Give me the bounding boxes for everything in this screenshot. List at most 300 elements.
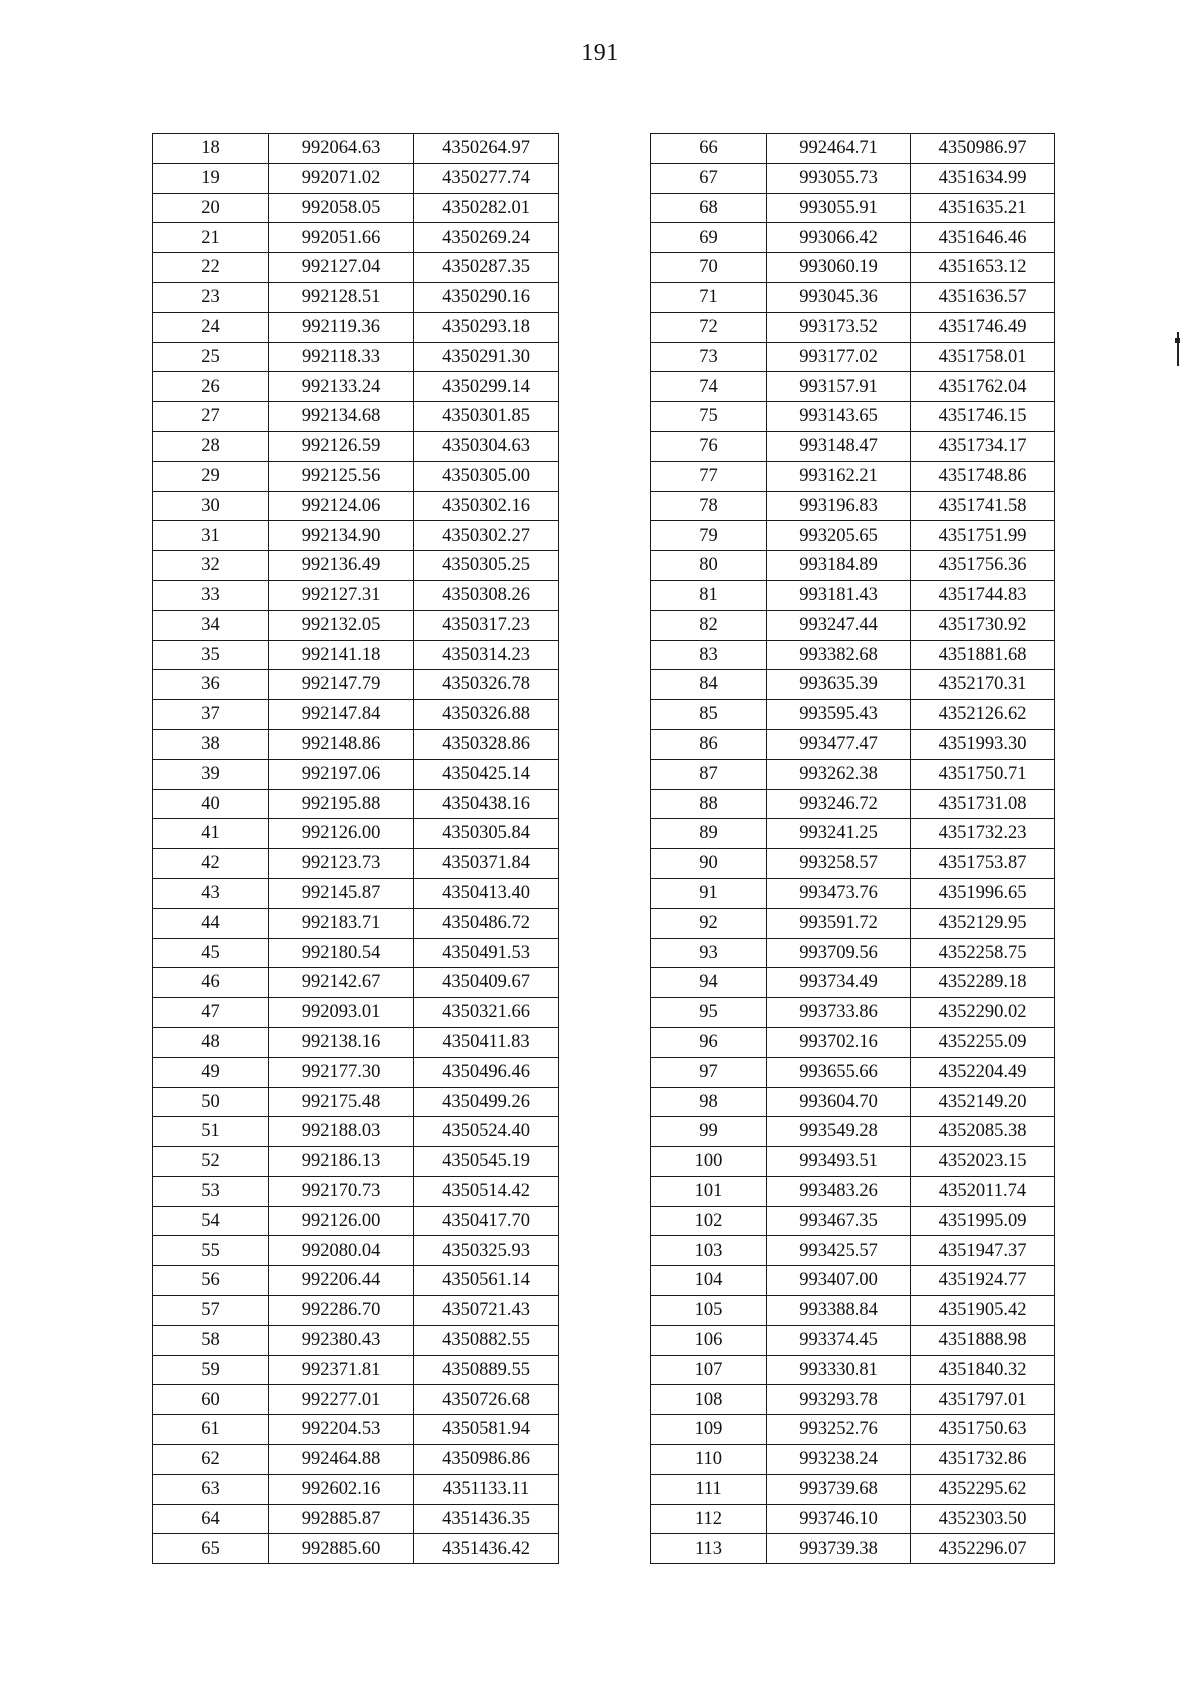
x-coordinate-cell: 992134.90 (269, 521, 414, 551)
table-row (153, 729, 559, 759)
point-number-cell: 90 (651, 849, 767, 879)
y-coordinate-cell: 4351653.12 (911, 253, 1055, 283)
x-coordinate-cell: 992180.54 (269, 938, 414, 968)
y-coordinate-cell: 4351924.77 (911, 1266, 1055, 1296)
table-row (651, 193, 1055, 223)
table-row (651, 253, 1055, 283)
y-coordinate-cell: 4350305.25 (414, 551, 559, 581)
table-row (651, 729, 1055, 759)
y-coordinate-cell: 4352303.50 (911, 1504, 1055, 1534)
table-row (153, 342, 559, 372)
point-number-cell: 54 (153, 1206, 269, 1236)
table-row (651, 163, 1055, 193)
table-row (153, 1087, 559, 1117)
y-coordinate-cell: 4350413.40 (414, 878, 559, 908)
y-coordinate-cell: 4350882.55 (414, 1325, 559, 1355)
point-number-cell: 37 (153, 700, 269, 730)
point-number-cell: 31 (153, 521, 269, 551)
x-coordinate-cell: 992147.84 (269, 700, 414, 730)
table-row (153, 1296, 559, 1326)
x-coordinate-cell: 992464.71 (767, 134, 911, 164)
point-number-cell: 45 (153, 938, 269, 968)
x-coordinate-cell: 993473.76 (767, 878, 911, 908)
y-coordinate-cell: 4351840.32 (911, 1355, 1055, 1385)
point-number-cell: 23 (153, 282, 269, 312)
x-coordinate-cell: 993733.86 (767, 998, 911, 1028)
x-coordinate-cell: 993184.89 (767, 551, 911, 581)
point-number-cell: 33 (153, 580, 269, 610)
point-number-cell: 20 (153, 193, 269, 223)
y-coordinate-cell: 4351753.87 (911, 849, 1055, 879)
table-row (153, 1474, 559, 1504)
point-number-cell: 61 (153, 1415, 269, 1445)
y-coordinate-cell: 4350326.78 (414, 670, 559, 700)
table-row (651, 223, 1055, 253)
point-number-cell: 96 (651, 1027, 767, 1057)
y-coordinate-cell: 4350321.66 (414, 998, 559, 1028)
x-coordinate-cell: 992124.06 (269, 491, 414, 521)
y-coordinate-cell: 4351748.86 (911, 461, 1055, 491)
scan-artifact-mark (1177, 332, 1179, 366)
table-row (651, 1236, 1055, 1266)
table-row (153, 282, 559, 312)
y-coordinate-cell: 4350304.63 (414, 431, 559, 461)
x-coordinate-cell: 992133.24 (269, 372, 414, 402)
point-number-cell: 79 (651, 521, 767, 551)
table-row (651, 1147, 1055, 1177)
y-coordinate-cell: 4350496.46 (414, 1057, 559, 1087)
point-number-cell: 51 (153, 1117, 269, 1147)
point-number-cell: 46 (153, 968, 269, 998)
y-coordinate-cell: 4352023.15 (911, 1147, 1055, 1177)
point-number-cell: 58 (153, 1325, 269, 1355)
table-row (153, 849, 559, 879)
coordinates-table-left (152, 133, 559, 1564)
point-number-cell: 85 (651, 700, 767, 730)
table-row (153, 1236, 559, 1266)
x-coordinate-cell: 993595.43 (767, 700, 911, 730)
y-coordinate-cell: 4350317.23 (414, 610, 559, 640)
y-coordinate-cell: 4351758.01 (911, 342, 1055, 372)
y-coordinate-cell: 4350438.16 (414, 789, 559, 819)
point-number-cell: 87 (651, 759, 767, 789)
x-coordinate-cell: 992371.81 (269, 1355, 414, 1385)
x-coordinate-cell: 993246.72 (767, 789, 911, 819)
table-row (153, 1385, 559, 1415)
y-coordinate-cell: 4350986.97 (911, 134, 1055, 164)
point-number-cell: 88 (651, 789, 767, 819)
point-number-cell: 113 (651, 1534, 767, 1564)
y-coordinate-cell: 4350721.43 (414, 1296, 559, 1326)
y-coordinate-cell: 4351996.65 (911, 878, 1055, 908)
point-number-cell: 36 (153, 670, 269, 700)
point-number-cell: 47 (153, 998, 269, 1028)
x-coordinate-cell: 993739.68 (767, 1474, 911, 1504)
table-row (651, 1027, 1055, 1057)
point-number-cell: 71 (651, 282, 767, 312)
x-coordinate-cell: 993143.65 (767, 402, 911, 432)
point-number-cell: 111 (651, 1474, 767, 1504)
x-coordinate-cell: 992145.87 (269, 878, 414, 908)
y-coordinate-cell: 4351730.92 (911, 610, 1055, 640)
x-coordinate-cell: 992175.48 (269, 1087, 414, 1117)
y-coordinate-cell: 4350305.84 (414, 819, 559, 849)
x-coordinate-cell: 992464.88 (269, 1445, 414, 1475)
x-coordinate-cell: 992183.71 (269, 908, 414, 938)
point-number-cell: 103 (651, 1236, 767, 1266)
coordinates-table-left-body (153, 134, 559, 1564)
y-coordinate-cell: 4352290.02 (911, 998, 1055, 1028)
x-coordinate-cell: 992064.63 (269, 134, 414, 164)
coordinates-table-right-body (651, 134, 1055, 1564)
point-number-cell: 40 (153, 789, 269, 819)
y-coordinate-cell: 4350302.16 (414, 491, 559, 521)
table-row (651, 134, 1055, 164)
table-row (651, 1266, 1055, 1296)
table-row (153, 253, 559, 283)
point-number-cell: 98 (651, 1087, 767, 1117)
point-number-cell: 43 (153, 878, 269, 908)
point-number-cell: 63 (153, 1474, 269, 1504)
y-coordinate-cell: 4351741.58 (911, 491, 1055, 521)
point-number-cell: 34 (153, 610, 269, 640)
x-coordinate-cell: 993709.56 (767, 938, 911, 968)
x-coordinate-cell: 992277.01 (269, 1385, 414, 1415)
table-row (153, 968, 559, 998)
point-number-cell: 39 (153, 759, 269, 789)
x-coordinate-cell: 993293.78 (767, 1385, 911, 1415)
table-row (651, 372, 1055, 402)
y-coordinate-cell: 4351746.15 (911, 402, 1055, 432)
x-coordinate-cell: 992126.00 (269, 1206, 414, 1236)
y-coordinate-cell: 4350277.74 (414, 163, 559, 193)
point-number-cell: 60 (153, 1385, 269, 1415)
x-coordinate-cell: 992170.73 (269, 1176, 414, 1206)
table-row (153, 193, 559, 223)
point-number-cell: 74 (651, 372, 767, 402)
y-coordinate-cell: 4351750.71 (911, 759, 1055, 789)
x-coordinate-cell: 993045.36 (767, 282, 911, 312)
table-row (153, 670, 559, 700)
x-coordinate-cell: 993591.72 (767, 908, 911, 938)
y-coordinate-cell: 4352149.20 (911, 1087, 1055, 1117)
table-row (153, 819, 559, 849)
y-coordinate-cell: 4351756.36 (911, 551, 1055, 581)
y-coordinate-cell: 4351888.98 (911, 1325, 1055, 1355)
point-number-cell: 48 (153, 1027, 269, 1057)
y-coordinate-cell: 4350328.86 (414, 729, 559, 759)
x-coordinate-cell: 992093.01 (269, 998, 414, 1028)
y-coordinate-cell: 4352126.62 (911, 700, 1055, 730)
table-row (651, 938, 1055, 968)
table-row (153, 1415, 559, 1445)
point-number-cell: 24 (153, 312, 269, 342)
table-row (153, 1325, 559, 1355)
table-row (651, 580, 1055, 610)
point-number-cell: 73 (651, 342, 767, 372)
point-number-cell: 25 (153, 342, 269, 372)
y-coordinate-cell: 4352258.75 (911, 938, 1055, 968)
point-number-cell: 95 (651, 998, 767, 1028)
table-row (153, 908, 559, 938)
y-coordinate-cell: 4352085.38 (911, 1117, 1055, 1147)
x-coordinate-cell: 993388.84 (767, 1296, 911, 1326)
table-row (153, 1445, 559, 1475)
x-coordinate-cell: 993066.42 (767, 223, 911, 253)
x-coordinate-cell: 992118.33 (269, 342, 414, 372)
point-number-cell: 41 (153, 819, 269, 849)
x-coordinate-cell: 993238.24 (767, 1445, 911, 1475)
x-coordinate-cell: 992128.51 (269, 282, 414, 312)
point-number-cell: 62 (153, 1445, 269, 1475)
x-coordinate-cell: 992286.70 (269, 1296, 414, 1326)
table-row (153, 1534, 559, 1564)
x-coordinate-cell: 992136.49 (269, 551, 414, 581)
x-coordinate-cell: 993382.68 (767, 640, 911, 670)
x-coordinate-cell: 993467.35 (767, 1206, 911, 1236)
x-coordinate-cell: 993055.73 (767, 163, 911, 193)
table-row (153, 580, 559, 610)
x-coordinate-cell: 993157.91 (767, 372, 911, 402)
table-row (651, 1355, 1055, 1385)
y-coordinate-cell: 4350314.23 (414, 640, 559, 670)
point-number-cell: 72 (651, 312, 767, 342)
table-row (651, 1206, 1055, 1236)
x-coordinate-cell: 993425.57 (767, 1236, 911, 1266)
y-coordinate-cell: 4351993.30 (911, 729, 1055, 759)
x-coordinate-cell: 992127.04 (269, 253, 414, 283)
y-coordinate-cell: 4351731.08 (911, 789, 1055, 819)
point-number-cell: 92 (651, 908, 767, 938)
table-row (651, 551, 1055, 581)
y-coordinate-cell: 4351746.49 (911, 312, 1055, 342)
y-coordinate-cell: 4350291.30 (414, 342, 559, 372)
table-row (651, 342, 1055, 372)
point-number-cell: 26 (153, 372, 269, 402)
point-number-cell: 77 (651, 461, 767, 491)
y-coordinate-cell: 4350325.93 (414, 1236, 559, 1266)
x-coordinate-cell: 992138.16 (269, 1027, 414, 1057)
table-row (651, 640, 1055, 670)
y-coordinate-cell: 4351995.09 (911, 1206, 1055, 1236)
table-row (153, 789, 559, 819)
y-coordinate-cell: 4351646.46 (911, 223, 1055, 253)
table-row (153, 1147, 559, 1177)
y-coordinate-cell: 4350889.55 (414, 1355, 559, 1385)
x-coordinate-cell: 992126.59 (269, 431, 414, 461)
y-coordinate-cell: 4350282.01 (414, 193, 559, 223)
x-coordinate-cell: 992197.06 (269, 759, 414, 789)
table-row (153, 402, 559, 432)
point-number-cell: 81 (651, 580, 767, 610)
point-number-cell: 112 (651, 1504, 767, 1534)
point-number-cell: 67 (651, 163, 767, 193)
table-row (153, 938, 559, 968)
x-coordinate-cell: 993477.47 (767, 729, 911, 759)
point-number-cell: 102 (651, 1206, 767, 1236)
point-number-cell: 66 (651, 134, 767, 164)
y-coordinate-cell: 4350417.70 (414, 1206, 559, 1236)
y-coordinate-cell: 4352255.09 (911, 1027, 1055, 1057)
point-number-cell: 18 (153, 134, 269, 164)
table-row (651, 1057, 1055, 1087)
table-row (651, 1445, 1055, 1475)
table-row (651, 1504, 1055, 1534)
y-coordinate-cell: 4352295.62 (911, 1474, 1055, 1504)
point-number-cell: 105 (651, 1296, 767, 1326)
table-row (153, 491, 559, 521)
table-row (651, 402, 1055, 432)
x-coordinate-cell: 993181.43 (767, 580, 911, 610)
y-coordinate-cell: 4351881.68 (911, 640, 1055, 670)
y-coordinate-cell: 4352011.74 (911, 1176, 1055, 1206)
x-coordinate-cell: 992195.88 (269, 789, 414, 819)
y-coordinate-cell: 4350302.27 (414, 521, 559, 551)
table-row (651, 1415, 1055, 1445)
table-row (153, 461, 559, 491)
point-number-cell: 55 (153, 1236, 269, 1266)
point-number-cell: 59 (153, 1355, 269, 1385)
y-coordinate-cell: 4350409.67 (414, 968, 559, 998)
table-row (153, 700, 559, 730)
y-coordinate-cell: 4351751.99 (911, 521, 1055, 551)
x-coordinate-cell: 992188.03 (269, 1117, 414, 1147)
point-number-cell: 106 (651, 1325, 767, 1355)
y-coordinate-cell: 4351636.57 (911, 282, 1055, 312)
table-row (153, 610, 559, 640)
table-row (651, 1534, 1055, 1564)
point-number-cell: 19 (153, 163, 269, 193)
table-row (153, 1176, 559, 1206)
x-coordinate-cell: 993241.25 (767, 819, 911, 849)
point-number-cell: 65 (153, 1534, 269, 1564)
table-row (153, 312, 559, 342)
x-coordinate-cell: 993247.44 (767, 610, 911, 640)
table-row (651, 431, 1055, 461)
table-row (651, 998, 1055, 1028)
point-number-cell: 56 (153, 1266, 269, 1296)
table-row (153, 878, 559, 908)
table-row (153, 134, 559, 164)
y-coordinate-cell: 4350561.14 (414, 1266, 559, 1296)
point-number-cell: 64 (153, 1504, 269, 1534)
page-number: 191 (581, 40, 619, 66)
y-coordinate-cell: 4351797.01 (911, 1385, 1055, 1415)
x-coordinate-cell: 992148.86 (269, 729, 414, 759)
y-coordinate-cell: 4350269.24 (414, 223, 559, 253)
point-number-cell: 104 (651, 1266, 767, 1296)
x-coordinate-cell: 992380.43 (269, 1325, 414, 1355)
table-row (651, 1087, 1055, 1117)
y-coordinate-cell: 4352204.49 (911, 1057, 1055, 1087)
table-row (651, 312, 1055, 342)
x-coordinate-cell: 993258.57 (767, 849, 911, 879)
table-row (651, 968, 1055, 998)
point-number-cell: 89 (651, 819, 767, 849)
table-row (651, 610, 1055, 640)
point-number-cell: 21 (153, 223, 269, 253)
point-number-cell: 100 (651, 1147, 767, 1177)
y-coordinate-cell: 4351133.11 (414, 1474, 559, 1504)
table-row (153, 521, 559, 551)
point-number-cell: 108 (651, 1385, 767, 1415)
point-number-cell: 30 (153, 491, 269, 521)
x-coordinate-cell: 993262.38 (767, 759, 911, 789)
point-number-cell: 101 (651, 1176, 767, 1206)
x-coordinate-cell: 993173.52 (767, 312, 911, 342)
table-row (153, 640, 559, 670)
x-coordinate-cell: 992206.44 (269, 1266, 414, 1296)
table-row (651, 491, 1055, 521)
y-coordinate-cell: 4351744.83 (911, 580, 1055, 610)
table-row (153, 1206, 559, 1236)
point-number-cell: 32 (153, 551, 269, 581)
point-number-cell: 70 (651, 253, 767, 283)
x-coordinate-cell: 992186.13 (269, 1147, 414, 1177)
table-row (651, 1385, 1055, 1415)
y-coordinate-cell: 4350308.26 (414, 580, 559, 610)
x-coordinate-cell: 993407.00 (767, 1266, 911, 1296)
y-coordinate-cell: 4350581.94 (414, 1415, 559, 1445)
point-number-cell: 29 (153, 461, 269, 491)
y-coordinate-cell: 4350499.26 (414, 1087, 559, 1117)
x-coordinate-cell: 992058.05 (269, 193, 414, 223)
table-row (651, 789, 1055, 819)
point-number-cell: 86 (651, 729, 767, 759)
point-number-cell: 57 (153, 1296, 269, 1326)
point-number-cell: 94 (651, 968, 767, 998)
table-row (153, 1504, 559, 1534)
y-coordinate-cell: 4351762.04 (911, 372, 1055, 402)
x-coordinate-cell: 992134.68 (269, 402, 414, 432)
table-row (651, 908, 1055, 938)
x-coordinate-cell: 992051.66 (269, 223, 414, 253)
x-coordinate-cell: 992127.31 (269, 580, 414, 610)
table-row (651, 1325, 1055, 1355)
y-coordinate-cell: 4350293.18 (414, 312, 559, 342)
table-row (651, 819, 1055, 849)
x-coordinate-cell: 992125.56 (269, 461, 414, 491)
y-coordinate-cell: 4350290.16 (414, 282, 559, 312)
x-coordinate-cell: 992885.87 (269, 1504, 414, 1534)
point-number-cell: 44 (153, 908, 269, 938)
y-coordinate-cell: 4350287.35 (414, 253, 559, 283)
x-coordinate-cell: 992204.53 (269, 1415, 414, 1445)
y-coordinate-cell: 4350301.85 (414, 402, 559, 432)
table-row (651, 521, 1055, 551)
point-number-cell: 52 (153, 1147, 269, 1177)
point-number-cell: 83 (651, 640, 767, 670)
x-coordinate-cell: 993734.49 (767, 968, 911, 998)
x-coordinate-cell: 993655.66 (767, 1057, 911, 1087)
x-coordinate-cell: 993177.02 (767, 342, 911, 372)
coordinates-table-right (650, 133, 1055, 1564)
point-number-cell: 75 (651, 402, 767, 432)
point-number-cell: 76 (651, 431, 767, 461)
y-coordinate-cell: 4350326.88 (414, 700, 559, 730)
y-coordinate-cell: 4351734.17 (911, 431, 1055, 461)
y-coordinate-cell: 4350726.68 (414, 1385, 559, 1415)
point-number-cell: 22 (153, 253, 269, 283)
y-coordinate-cell: 4351905.42 (911, 1296, 1055, 1326)
x-coordinate-cell: 993055.91 (767, 193, 911, 223)
y-coordinate-cell: 4350545.19 (414, 1147, 559, 1177)
y-coordinate-cell: 4351436.35 (414, 1504, 559, 1534)
x-coordinate-cell: 992071.02 (269, 163, 414, 193)
x-coordinate-cell: 993205.65 (767, 521, 911, 551)
table-row (651, 700, 1055, 730)
y-coordinate-cell: 4350514.42 (414, 1176, 559, 1206)
